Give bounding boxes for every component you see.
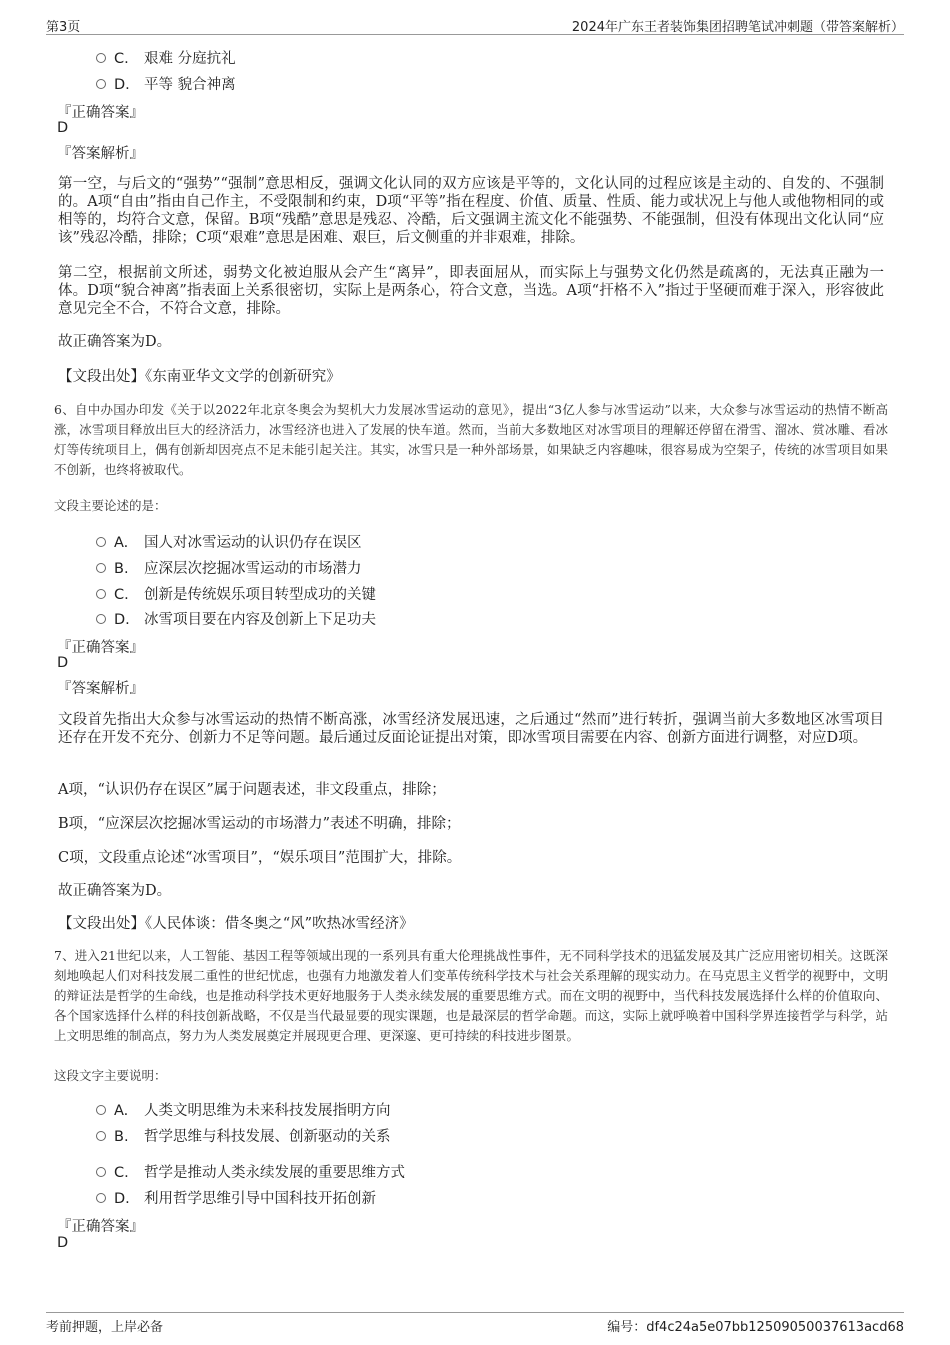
q7-question: 7、进入21世纪以来，人工智能、基因工程等领域出现的一系列具有重大伦理挑战性事件，无不同科学技术的迅猛发展及其广泛应用密切相关。这既深刻地唤起人们对科技发展二重性的世纪忧虑，也强有力地激发着人们变革传统科学技术与社会关系理解的现实动力。在马克思主义哲学的视野中，文明的辩证法是哲学的生命线，也是推动科学技术更好地服务于人类永续发展的重要思维方式。而在文明的视野中，当代科技发展选择什么样的价值取向、各个国家选择什么样的科技创新战略，不仅是当代最显要的现实课题，也是最深层的哲学命题。而这，实际上就呼唤着中国科学界连接哲学与科学，站上文明思维的制高点，努力为人类发展奠定并展现更合理、更深邃、更可持续的科技进步图景。 <box>54 948 888 1043</box>
page-header <box>46 14 904 35</box>
radio-icon[interactable] <box>96 537 106 547</box>
radio-icon[interactable] <box>96 1131 106 1141</box>
q5-answer-label: 『正确答案』 <box>57 105 144 121</box>
radio-icon[interactable] <box>96 589 106 599</box>
radio-icon[interactable] <box>96 614 106 624</box>
q5-option-d[interactable]: D. 平等 貌合神离 <box>96 73 236 93</box>
q5-option-c[interactable]: C. 艰难 分庭抗礼 <box>96 47 236 67</box>
q6-analysis-b: B项，“应深层次挖掘冰雪运动的市场潜力”表述不明确，排除； <box>58 816 461 832</box>
q6-option-a[interactable]: A. 国人对冰雪运动的认识仍存在误区 <box>96 531 362 551</box>
q6-analysis-c: C项，文段重点论述“冰雪项目”，“娱乐项目”范围扩大，排除。 <box>58 850 462 866</box>
document-id: 编号：df4c24a5e07bb12509050037613acd68 <box>607 1320 904 1335</box>
radio-icon[interactable] <box>96 563 106 573</box>
q7-option-d[interactable]: D. 利用哲学思维引导中国科技开拓创新 <box>96 1187 376 1207</box>
q7-answer-label: 『正确答案』 <box>57 1219 144 1235</box>
q6-option-d[interactable]: D. 冰雪项目要在内容及创新上下足功夫 <box>96 608 376 628</box>
q6-option-b[interactable]: B. 应深层次挖掘冰雪运动的市场潜力 <box>96 557 362 577</box>
q7-option-c[interactable]: C. 哲学是推动人类永续发展的重要思维方式 <box>96 1161 405 1181</box>
q7-option-a[interactable]: A. 人类文明思维为未来科技发展指明方向 <box>96 1099 391 1119</box>
q7-stem: 这段文字主要说明： <box>54 1068 167 1083</box>
footer-slogan: 考前押题，上岸必备 <box>46 1320 164 1335</box>
q6-analysis-para-1: 文段首先指出大众参与冰雪运动的热情不断高涨，冰雪经济发展迅速，之后通过“然而”进行转折，强调当前大多数地区冰雪项目还存在开发不充分、创新力不足等问题。最后通过反面论证提出对策，即冰雪项目需要在内容、创新方面进行调整，对应D项。 <box>58 712 884 746</box>
page-footer <box>46 1312 904 1335</box>
q6-conclusion: 故正确答案为D。 <box>58 883 172 899</box>
q6-option-c[interactable]: C. 创新是传统娱乐项目转型成功的关键 <box>96 583 376 603</box>
q7-answer: D <box>57 1235 69 1251</box>
radio-icon[interactable] <box>96 1193 106 1203</box>
q6-question: 6、自中办国办印发《关于以2022年北京冬奥会为契机大力发展冰雪运动的意见》，提出“3亿人参与冰雪运动”以来，大众参与冰雪运动的热情不断高涨，冰雪项目释放出巨大的经济活力，冰雪经济也进入了发展的快车道。然而，当前大多数地区对冰雪项目的理解还停留在滑雪、溜冰、赏冰雕、看冰灯等传统项目上，偶有创新却因亮点不足未能引起关注。其实，冰雪只是一种外部场景，如果缺乏内容趣味，很容易成为空架子，传统的冰雪项目如果不创新，也终将被取代。 <box>54 402 888 477</box>
q5-analysis-para-1: 第一空，与后文的“强势”“强制”意思相反，强调文化认同的双方应该是平等的，文化认同的过程应该是主动的、自发的、不强制的。A项“自由”指由自己作主，不受限制和约束，D项“平等”指在程度、价值、质量、性质、能力或状况上与他人或他物相同的或相等的，均符合文意，保留。B项“残酷”意思是残忍、冷酷，后文强调主流文化不能强势、不能强制，但没有体现出文化认同“应该”残忍冷酷，排除；C项“艰难”意思是困难、艰巨，后文侧重的并非艰难，排除。 <box>58 176 884 246</box>
q5-source: 【文段出处】《东南亚华文文学的创新研究》 <box>58 369 341 385</box>
q5-conclusion: 故正确答案为D。 <box>58 334 172 350</box>
q6-stem: 文段主要论述的是： <box>54 498 167 513</box>
q5-analysis-label: 『答案解析』 <box>57 146 144 162</box>
q6-answer: D <box>57 655 69 671</box>
radio-icon[interactable] <box>96 53 106 63</box>
radio-icon[interactable] <box>96 1105 106 1115</box>
page-number: 第3页 <box>46 20 81 35</box>
radio-icon[interactable] <box>96 79 106 89</box>
q5-answer: D <box>57 120 69 136</box>
radio-icon[interactable] <box>96 1167 106 1177</box>
q6-analysis-a: A项，“认识仍存在误区”属于问题表述，非文段重点，排除； <box>58 782 446 798</box>
q6-source: 【文段出处】《人民体谈：借冬奥之“风”吹热冰雪经济》 <box>58 916 414 932</box>
q6-analysis-label: 『答案解析』 <box>57 681 144 697</box>
q7-option-b[interactable]: B. 哲学思维与科技发展、创新驱动的关系 <box>96 1125 391 1145</box>
q6-answer-label: 『正确答案』 <box>57 640 144 656</box>
q5-analysis-para-2: 第二空，根据前文所述，弱势文化被迫服从会产生“离异”，即表面屈从，而实际上与强势文化仍然是疏离的，无法真正融为一体。D项“貌合神离”指表面上关系很密切，实际上是两条心，符合文意，当选。A项“扞格不入”指过于坚硬而难于深入，形容彼此意见完全不合，不符合文意，排除。 <box>58 265 884 317</box>
document-title: 2024年广东王者装饰集团招聘笔试冲刺题（带答案解析） <box>571 20 904 35</box>
